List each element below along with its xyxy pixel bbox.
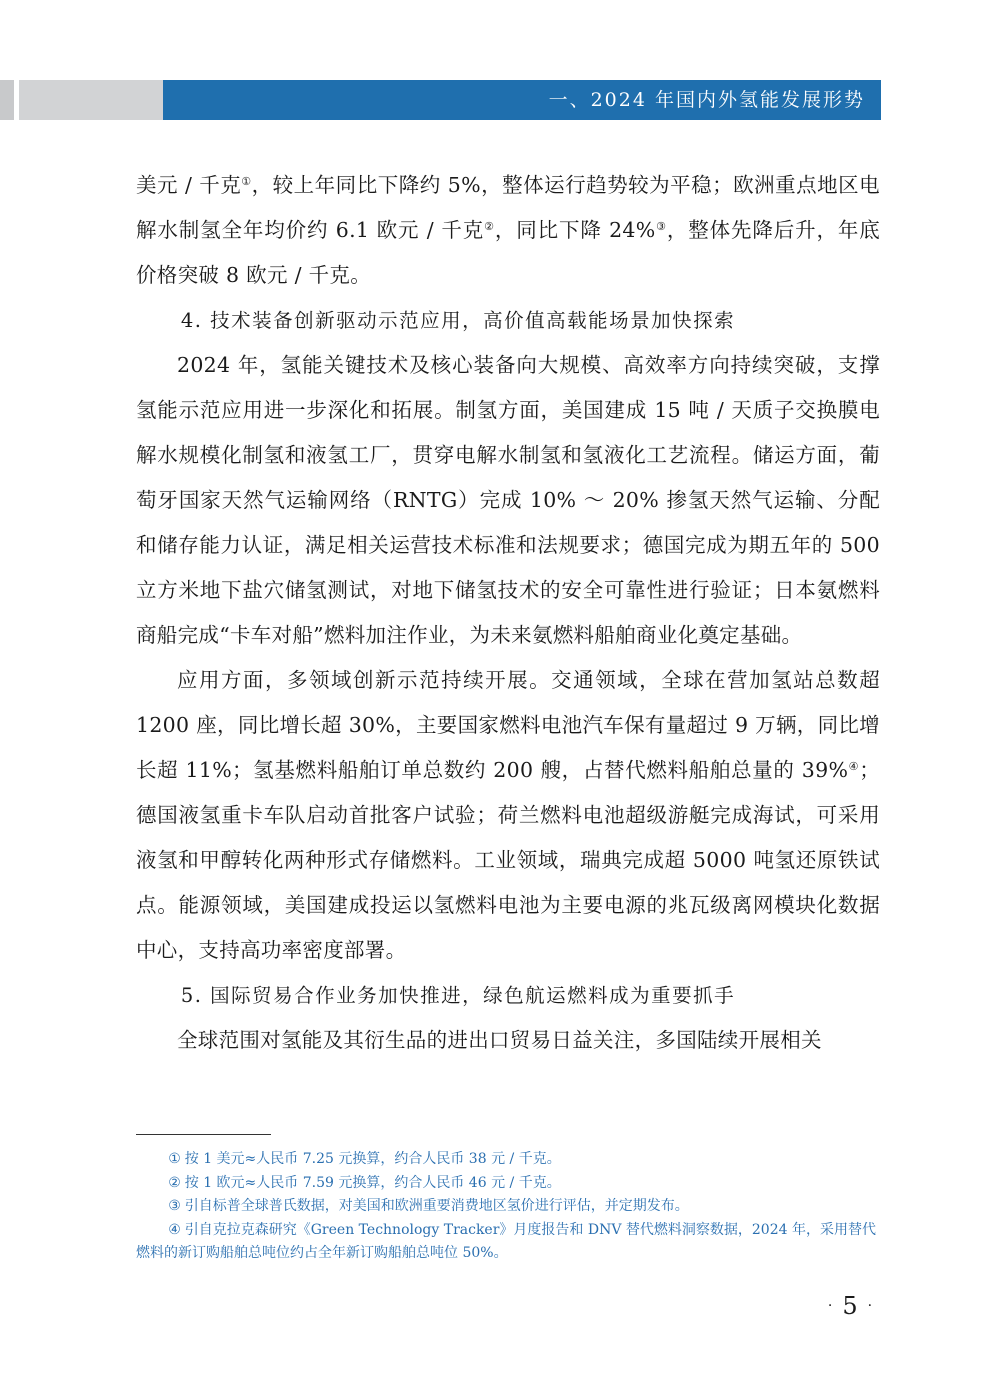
header-bar (163, 80, 881, 120)
footnote-ref-2[interactable]: ② (484, 220, 495, 233)
footnote-1: ① 按 1 美元≈人民币 7.25 元换算，约合人民币 38 元 / 千克。 (168, 1151, 561, 1167)
section-heading-4: 4. 技术装备创新驱动示范应用，高价值高载能场景加快探索 (180, 309, 736, 332)
header-gray-block (0, 80, 163, 120)
paragraph-trade: 全球范围对氢能及其衍生品的进出口贸易日益关注，多国陆续开展相关 (177, 1028, 822, 1052)
paragraph-applications: 应用方面，多领域创新示范持续开展。交通领域，全球在营加氢站总数超 1200 座，同比增长超 30%，主要国家燃料电池汽车保有量超过 9 万辆，同比增长超 11%；氢基燃料船舶订单总数约 200 艘，占替代燃料船舶总量的 39%④；德国液氢重卡车队启动首批客户试验；荷兰燃料电池超级游艇完成海试，可采用液氢和甲醇转化两种形式存储燃料。工业领域，瑞典完成超 5000 吨氢还原铁试点。能源领域，美国建成投运以氢燃料电池为主要电源的兆瓦级离网模块化数据中心，支持高功率密度部署。 (136, 668, 880, 962)
footnote-ref-1[interactable]: ① (241, 175, 252, 188)
page-number: · 5 · (827, 1292, 873, 1320)
footnote-4: ④ 引自克拉克森研究《Green Technology Tracker》月度报告和 DNV 替代燃料洞察数据，2024 年，采用替代燃料的新订购船舶总吨位约占全年新订购船舶总吨位 50%。 (136, 1221, 876, 1261)
paragraph-technology: 2024 年，氢能关键技术及核心装备向大规模、高效率方向持续突破，支撑氢能示范应用进一步深化和拓展。制氢方面，美国建成 15 吨 / 天质子交换膜电解水规模化制氢和液氢工厂，贯穿电解水制氢和氢液化工艺流程。储运方面，葡萄牙国家天然气运输网络（RNTG）完成 10% ～ 20% 掺氢天然气运输、分配和储存能力认证，满足相关运营技术标准和法规要求；德国完成为期五年的 500 立方米地下盐穴储氢测试，对地下储氢技术的安全可靠性进行验证；日本氨燃料商船完成“卡车对船”燃料加注作业，为未来氨燃料船舶商业化奠定基础。 (136, 353, 880, 647)
footnote-ref-4[interactable]: ④ (848, 760, 860, 773)
running-header-title: 一、2024 年国内外氢能发展形势 (548, 89, 865, 111)
footnote-2: ② 按 1 欧元≈人民币 7.59 元换算，约合人民币 46 元 / 千克。 (168, 1174, 561, 1191)
body-text (136, 163, 880, 1063)
footnote-3: ③ 引自标普全球普氏数据，对美国和欧洲重要消费地区氢价进行评估，并定期发布。 (168, 1198, 689, 1214)
footnote-divider (136, 1134, 271, 1135)
footnote-ref-3[interactable]: ③ (655, 220, 667, 233)
paragraph-price-continuation: 美元 / 千克①，较上年同比下降约 5%，整体运行趋势较为平稳；欧洲重点地区电解水制氢全年均价约 6.1 欧元 / 千克②，同比下降 24%③，整体先降后升，年底价格突破 8 欧元 / 千克。 (136, 173, 881, 287)
section-heading-5: 5. 国际贸易合作业务加快推进，绿色航运燃料成为重要抓手 (180, 984, 736, 1007)
footnotes (136, 1148, 880, 1266)
